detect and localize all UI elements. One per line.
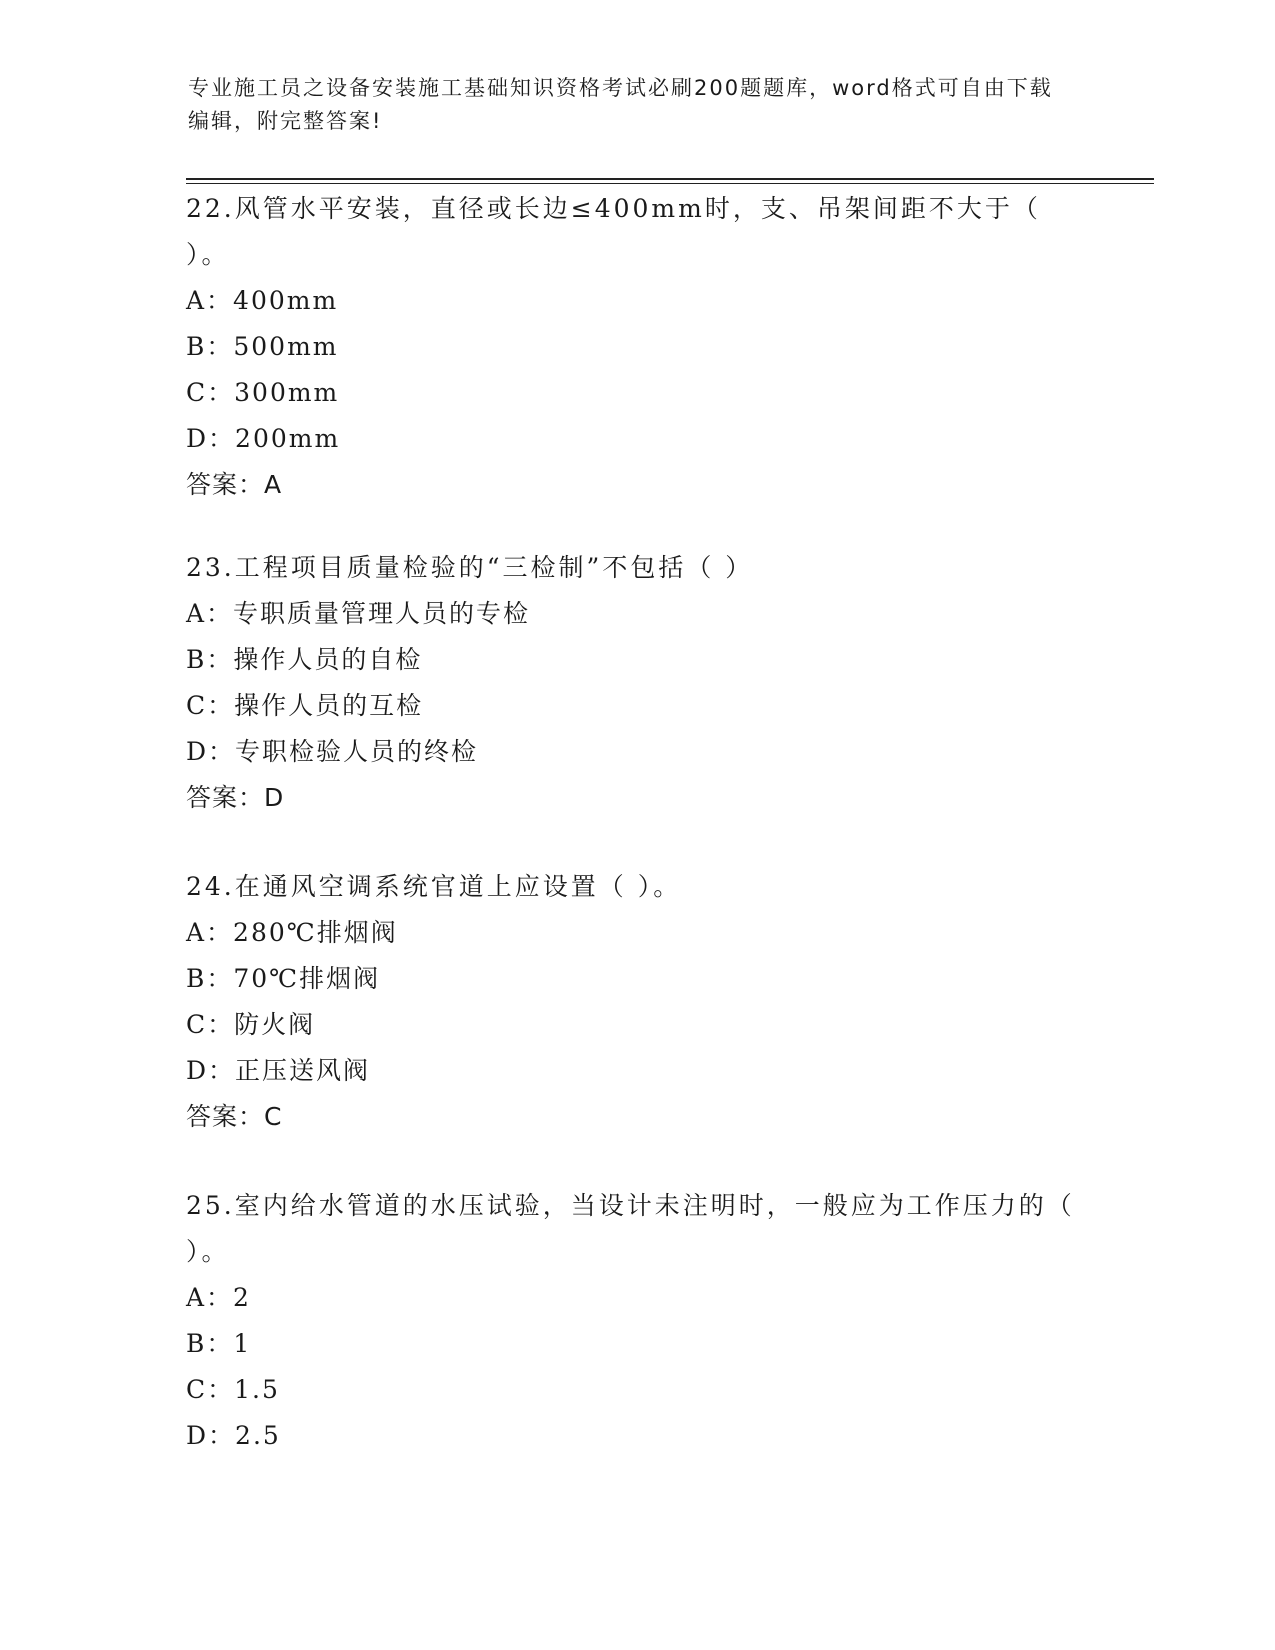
option-b: B：70℃排烟阀 [186, 964, 381, 993]
option-a: A：专职质量管理人员的专检 [186, 599, 531, 628]
document-header: 专业施工员之设备安装施工基础知识资格考试必刷200题题库，word格式可自由下载编辑，附完整答案! [188, 76, 1053, 133]
option-d: D：2.5 [186, 1421, 281, 1450]
option-b: B：500mm [186, 332, 339, 361]
option-d: D：正压送风阀 [186, 1056, 371, 1085]
question-23 [186, 545, 1086, 821]
option-a: A：400mm [186, 286, 339, 315]
question-stem: 22.风管水平安装，直径或长边≤400mm时，支、吊架间距不大于（ ）。 [186, 194, 1041, 269]
option-c: C：操作人员的互检 [186, 691, 424, 720]
answer-label: 答案：D [186, 783, 285, 812]
question-stem: 24.在通风空调系统官道上应设置（ ）。 [186, 872, 682, 901]
option-d: D：专职检验人员的终检 [186, 737, 479, 766]
question-24 [186, 864, 1086, 1140]
option-c: C：300mm [186, 378, 340, 407]
question-25 [186, 1183, 1086, 1459]
question-stem: 23.工程项目质量检验的“三检制”不包括（ ） [186, 553, 754, 582]
header-divider [186, 178, 1154, 184]
option-a: A：280℃排烟阀 [186, 918, 398, 947]
option-d: D：200mm [186, 424, 341, 453]
option-c: C：1.5 [186, 1375, 280, 1404]
answer-label: 答案：C [186, 1102, 283, 1131]
answer-label: 答案：A [186, 470, 283, 499]
option-c: C：防火阀 [186, 1010, 316, 1039]
question-stem: 25.室内给水管道的水压试验，当设计未注明时，一般应为工作压力的（ ）。 [186, 1191, 1075, 1266]
option-a: A：2 [186, 1283, 251, 1312]
question-22 [186, 186, 1086, 508]
option-b: B：操作人员的自检 [186, 645, 423, 674]
option-b: B：1 [186, 1329, 252, 1358]
